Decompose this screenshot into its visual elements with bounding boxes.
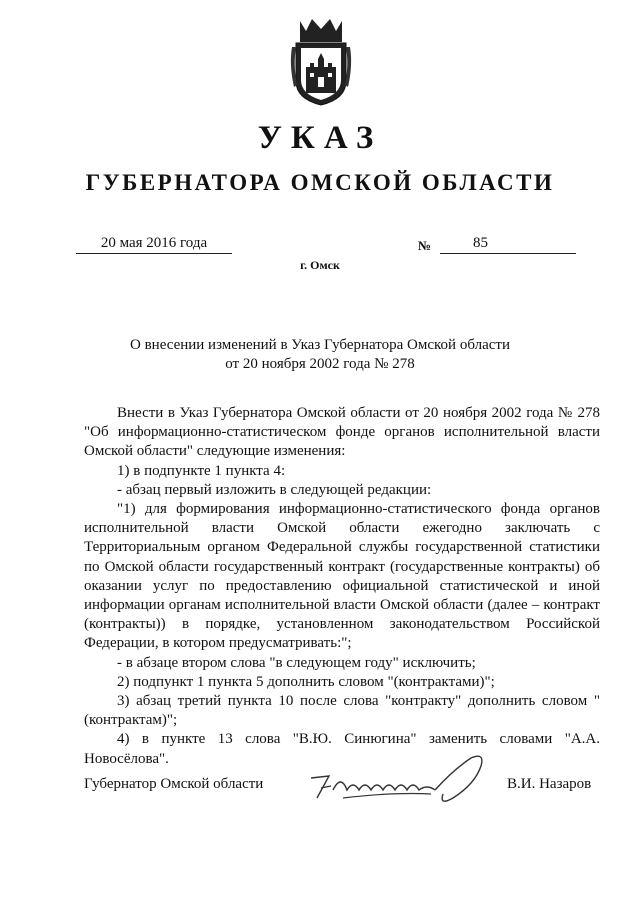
omsk-region-emblem-icon	[288, 15, 354, 107]
signatory-role: Губернатор Омской области	[84, 776, 264, 792]
body-paragraph: 4) в пункте 13 слова "В.Ю. Синюгина" заменить словами "А.А. Новосёлова".	[84, 731, 600, 767]
body-paragraph: "1) для формирования информационно-статистического фонда органов исполнительной власти Омской области ежегодно заключать с Территориальным органом Федеральной службы государственной статистики по Омской области государственный контракт (государственные контракты) об оказании услуг по предоставлению официальной статистической и иной информации органам исполнительной власти Омской области (далее – контракт (контракты)) в порядке, установленном законодательством Российской Федерации, в котором предусматривать:";	[84, 501, 600, 652]
body-paragraph: - абзац первый изложить в следующей редакции:	[117, 481, 432, 498]
signatory-name: В.И. Назаров	[507, 776, 592, 792]
document-issuer: ГУБЕРНАТОРА ОМСКОЙ ОБЛАСТИ	[85, 170, 555, 195]
subject-line-1: О внесении изменений в Указ Губернатора Омской области	[130, 337, 510, 353]
number-sign: №	[418, 238, 432, 253]
document-date: 20 мая 2016 года	[76, 234, 232, 254]
document-number: 85	[473, 235, 488, 251]
handwritten-signature-icon	[303, 750, 493, 818]
body-paragraph: - в абзаце втором слова "в следующем году" исключить;	[117, 654, 476, 671]
document-number-field	[440, 234, 576, 254]
document-title: УКАЗ	[257, 120, 383, 156]
document-body	[84, 404, 600, 769]
document-city: г. Омск	[300, 258, 340, 272]
body-paragraph: 2) подпункт 1 пункта 5 дополнить словом "(контрактами)";	[117, 673, 495, 690]
subject-line-2: от 20 ноября 2002 года № 278	[225, 356, 415, 372]
body-paragraph: 1) в подпункте 1 пункта 4:	[117, 462, 286, 479]
document-subject	[120, 336, 520, 374]
body-paragraph: Внести в Указ Губернатора Омской области от 20 ноября 2002 года № 278 "Об информационно-статистическом фонде органов исполнительной власти Омской области" следующие изменения:	[84, 405, 600, 460]
body-paragraph: 3) абзац третий пункта 10 после слова "контракту" дополнить словом "(контрактам)";	[84, 693, 600, 729]
